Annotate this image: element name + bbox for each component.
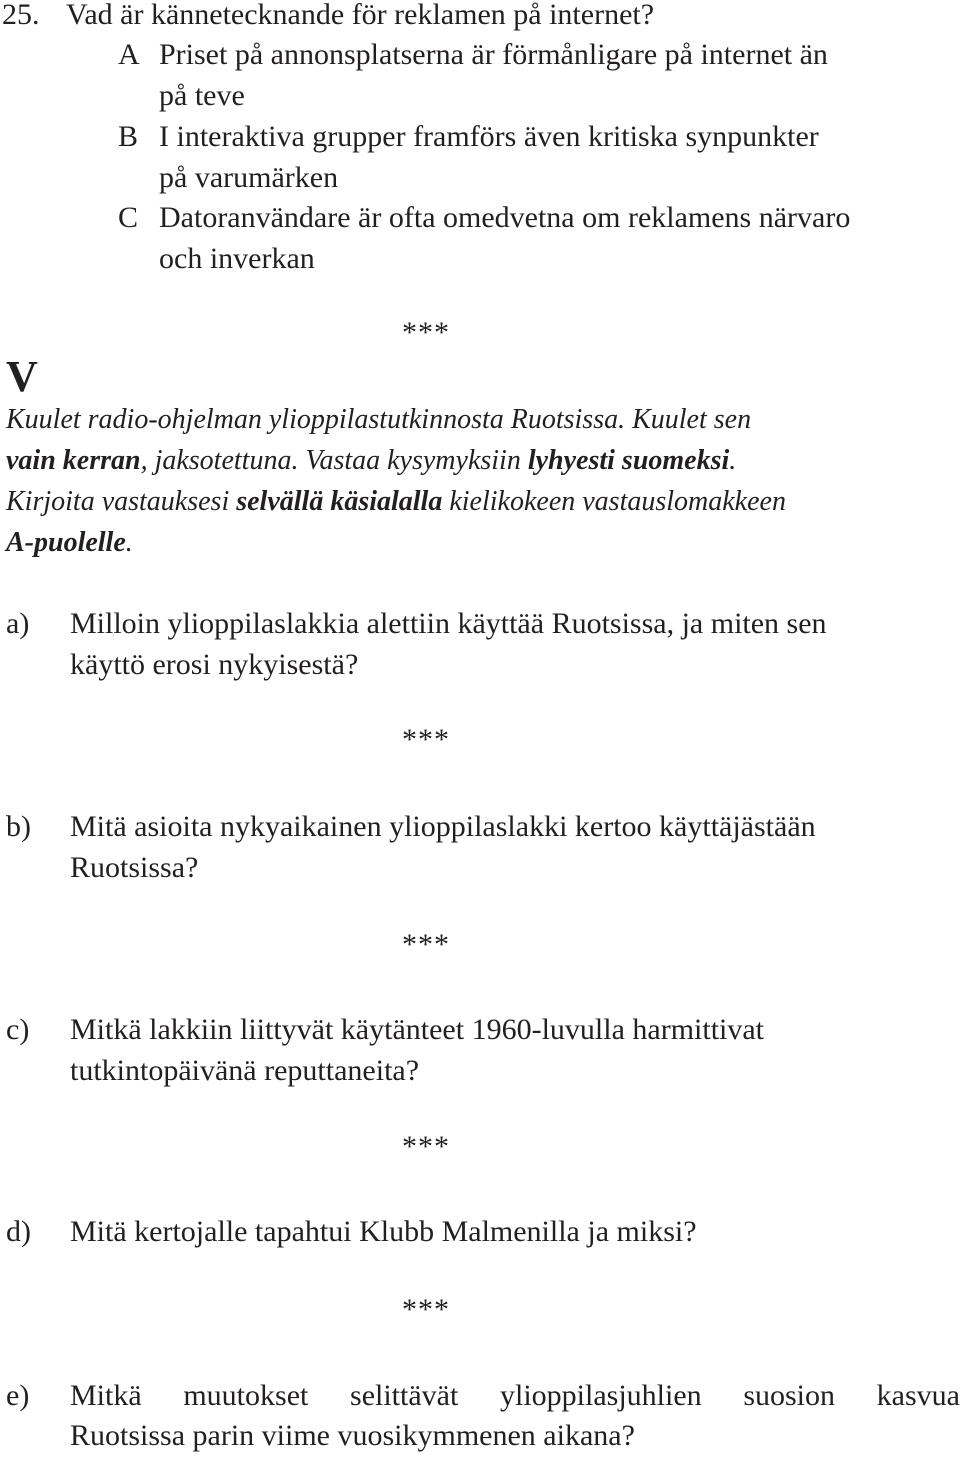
instructions-line3 [6, 488, 786, 516]
option-c-line1: Datoranvändare är ofta omedvetna om reklamens närvaro [159, 201, 851, 234]
question-label-a: a) [6, 607, 30, 640]
question-d-line1: Mitä kertojalle tapahtui Klubb Malmenilla ja miksi? [70, 1215, 697, 1248]
question-label-c: c) [6, 1013, 30, 1046]
question-e-line2: Ruotsissa parin viime vuosikymmenen aikana? [70, 1419, 635, 1452]
instructions-line2 [6, 447, 736, 475]
separator: *** [402, 316, 450, 349]
separator: *** [402, 928, 450, 961]
question-b-line2: Ruotsissa? [70, 851, 199, 884]
instructions-emphasis: selvällä käsialalla [236, 486, 443, 517]
option-b-line1: I interaktiva grupper framförs även kritiska synpunkter [159, 120, 819, 153]
option-letter-c: C [118, 201, 139, 234]
option-c-line2: och inverkan [159, 242, 315, 275]
instructions-text: , jaksotettuna. Vastaa kysymyksiin [140, 445, 528, 476]
separator: *** [402, 723, 450, 756]
instructions-text: Kirjoita vastauksesi [6, 486, 237, 517]
option-a-line1: Priset på annonsplatserna är förmånligare på internet än [159, 38, 828, 71]
question-label-b: b) [6, 810, 31, 843]
question-c-line2: tutkintopäivänä reputtaneita? [70, 1054, 420, 1087]
separator: *** [402, 1130, 450, 1163]
instructions-text: Kuulet radio-ohjelman ylioppilastutkinnosta Ruotsissa. Kuulet sen [6, 404, 752, 435]
instructions-text: kielikokeen vastauslomakkeen [442, 486, 786, 517]
question-a-line2: käyttö erosi nykyisestä? [70, 648, 359, 681]
option-a-line2: på teve [159, 79, 245, 112]
instructions-line4 [6, 529, 133, 557]
question-c-line1: Mitkä lakkiin liittyvät käytänteet 1960-luvulla harmittivat [70, 1013, 765, 1046]
question-text: Vad är kännetecknande för reklamen på internet? [66, 0, 655, 31]
question-e-word: muutokset [183, 1379, 309, 1412]
question-label-d: d) [6, 1215, 31, 1248]
question-label-e: e) [6, 1379, 30, 1412]
option-b-line2: på varumärken [159, 161, 339, 194]
question-e-word: suosion [743, 1379, 835, 1412]
option-letter-b: B [118, 120, 139, 153]
question-number: 25. [2, 0, 40, 31]
instructions-emphasis: A-puolelle [6, 527, 126, 558]
question-e-word: Mitkä [70, 1379, 142, 1412]
question-a-line1: Milloin ylioppilaslakkia alettiin käyttää Ruotsissa, ja miten sen [70, 607, 827, 640]
question-e-word: kasvua [876, 1379, 960, 1412]
separator: *** [402, 1293, 450, 1326]
question-b-line1: Mitä asioita nykyaikainen ylioppilaslakki kertoo käyttäjästään [70, 810, 816, 843]
question-e-line1 [70, 1381, 960, 1411]
question-e-word: selittävät [350, 1379, 459, 1412]
instructions-text: . [729, 445, 737, 476]
instructions-line1 [6, 406, 751, 434]
section-letter: V [6, 352, 38, 401]
option-letter-a: A [118, 38, 140, 71]
question-e-word: ylioppilasjuhlien [499, 1379, 702, 1412]
instructions-text: . [125, 527, 133, 558]
instructions-emphasis: lyhyesti suomeksi [527, 445, 730, 476]
instructions-emphasis: vain kerran [6, 445, 141, 476]
